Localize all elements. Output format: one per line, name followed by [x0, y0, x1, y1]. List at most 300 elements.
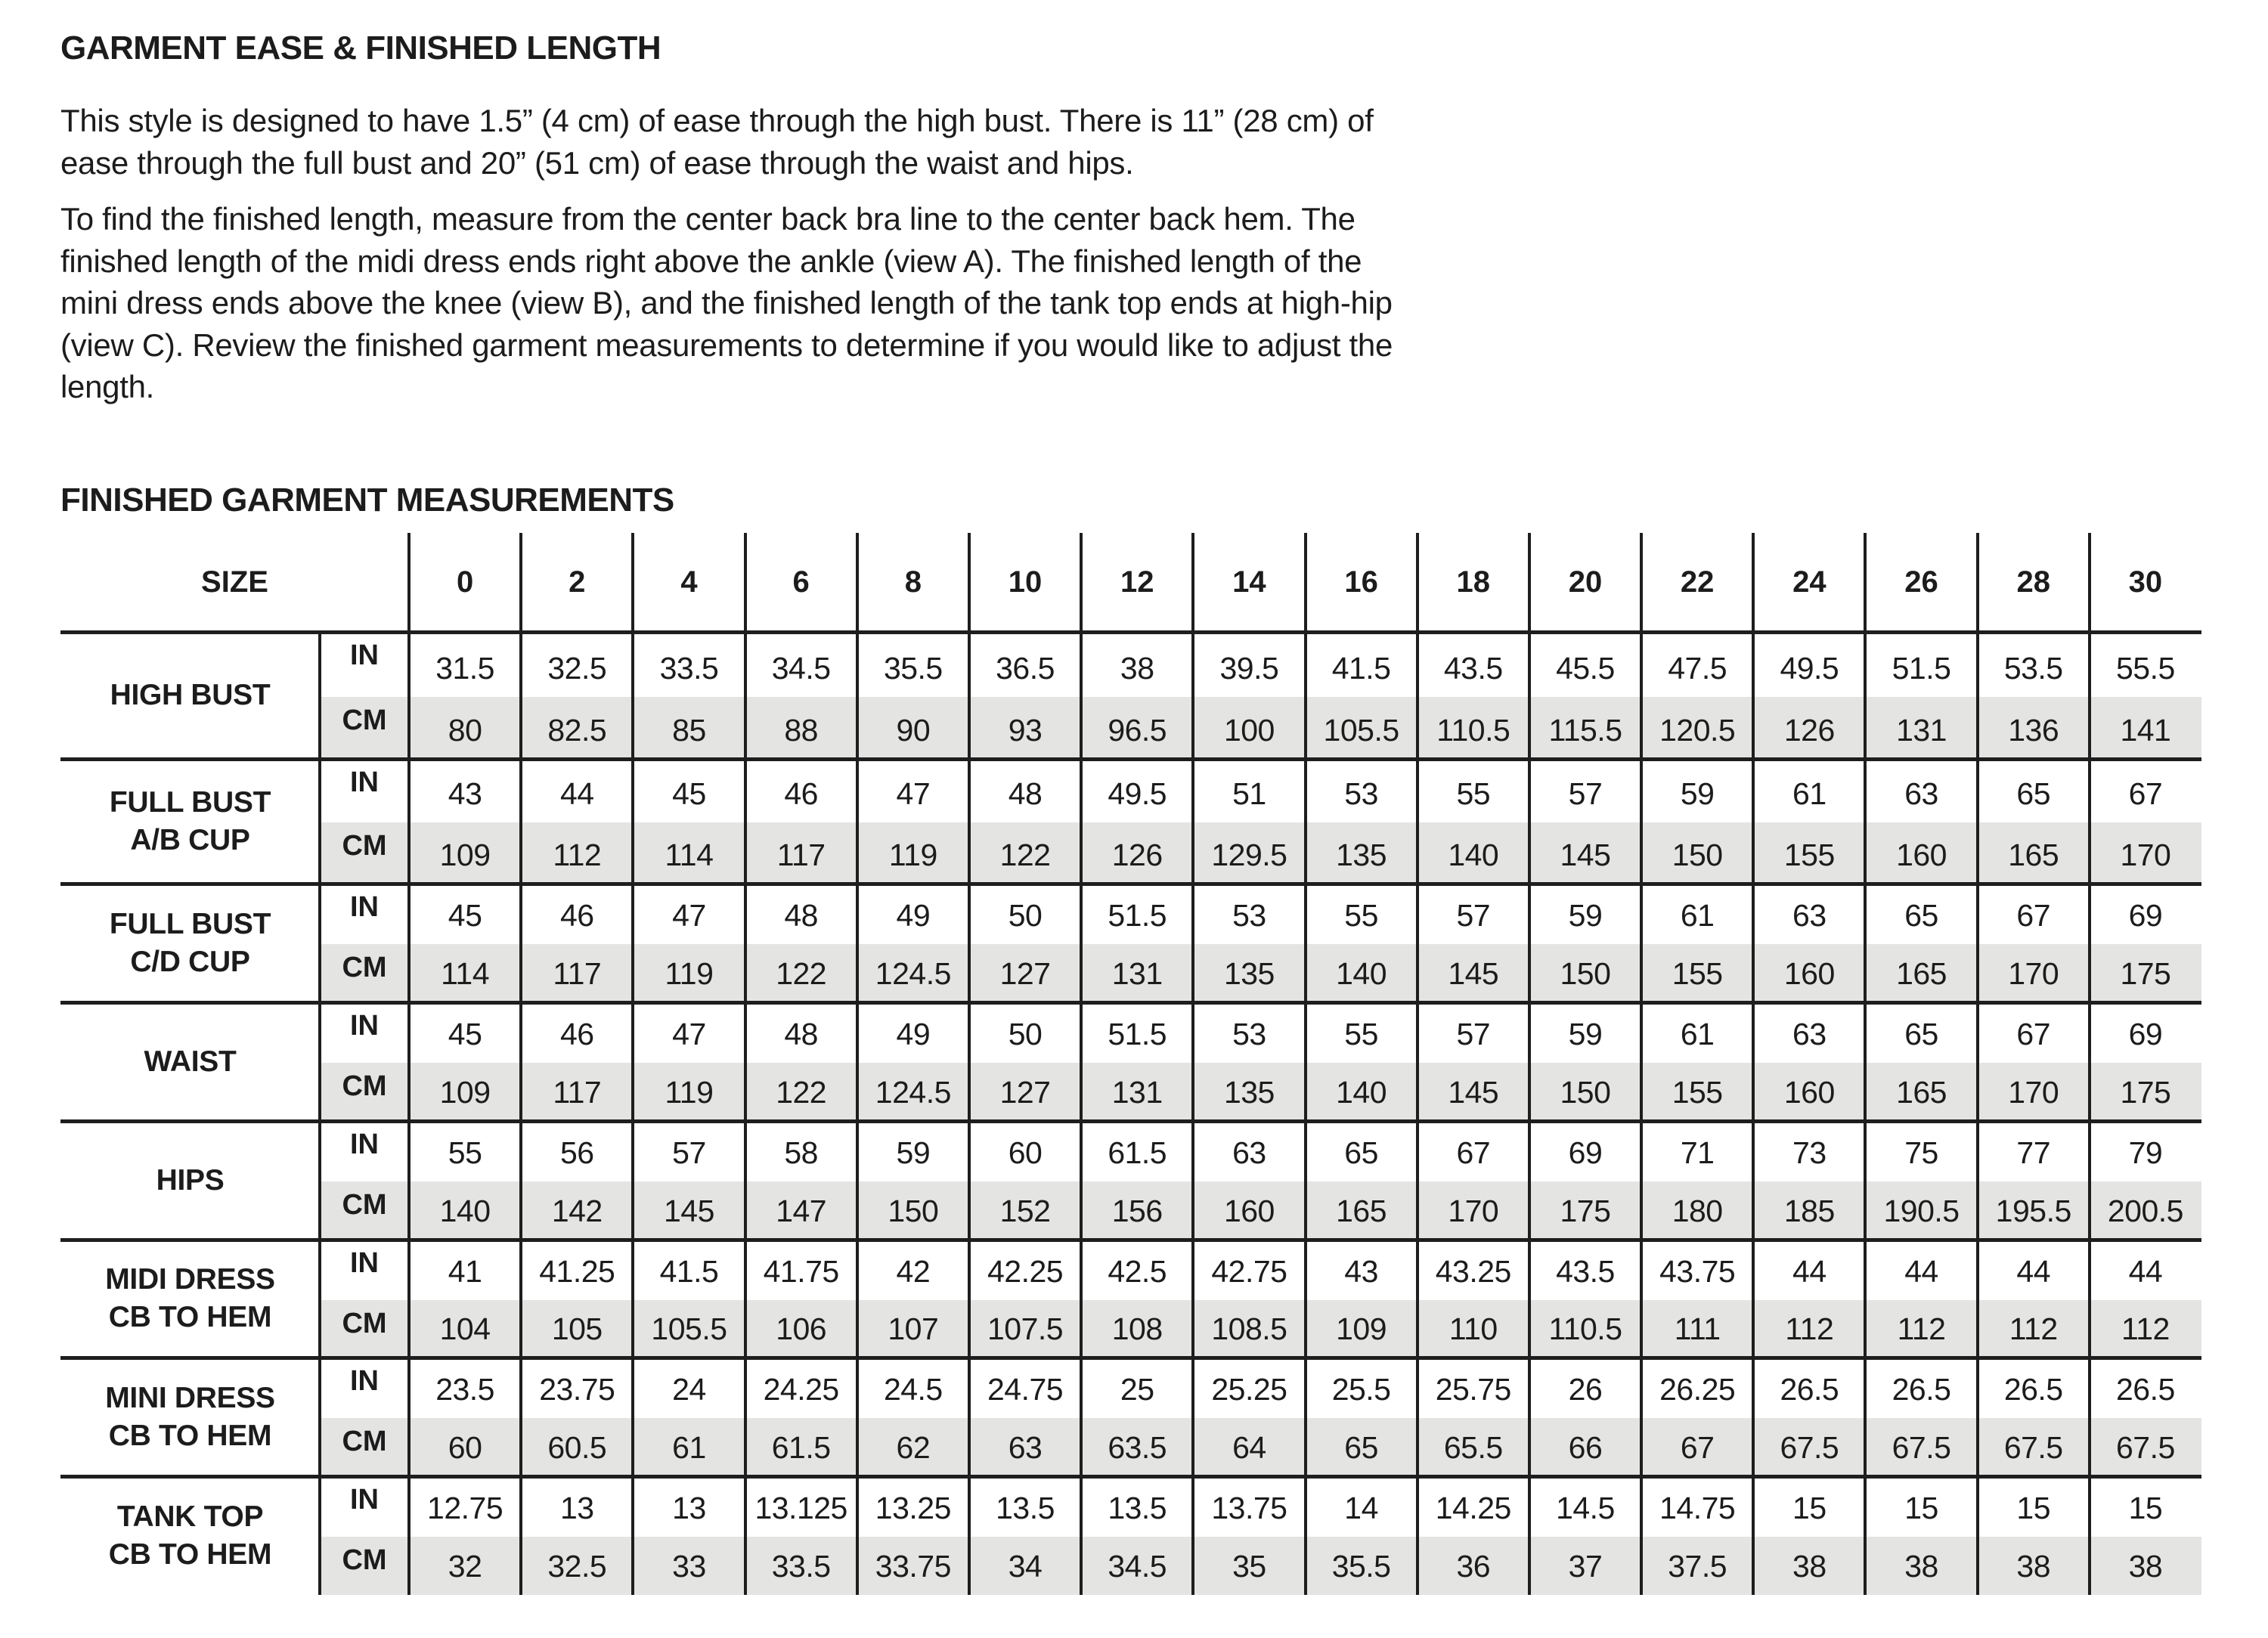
value-in: 42.5	[1108, 1254, 1167, 1289]
value-in: 63	[1232, 1135, 1266, 1170]
measurement-label-line: WAIST	[144, 1045, 237, 1078]
value-in: 55.5	[2116, 651, 2175, 686]
value-cm: 115.5	[1548, 713, 1622, 748]
value-in: 69	[1568, 1135, 1603, 1170]
size-column-header: 8	[904, 565, 922, 599]
unit-label-in: IN	[350, 1010, 379, 1042]
value-cm: 180	[1672, 1194, 1723, 1228]
value-in: 55	[448, 1135, 482, 1170]
value-cm: 114	[665, 838, 714, 872]
value-cm: 85	[672, 713, 706, 748]
value-cm: 165	[2008, 838, 2059, 872]
value-in: 41	[448, 1254, 482, 1289]
value-in: 56	[559, 1135, 594, 1170]
value-cm: 111	[1674, 1311, 1721, 1346]
value-in: 42.75	[1211, 1254, 1287, 1289]
value-cm: 131	[1896, 713, 1947, 748]
size-column-header: 2	[569, 565, 586, 599]
measurement-label	[60, 1476, 320, 1595]
ease-paragraph-line: This style is designed to have 1.5” (4 cm) of ease through the high bust. There is 11” (28 cm) of	[60, 103, 1374, 138]
value-in: 12.75	[427, 1491, 503, 1525]
value-in: 67	[1456, 1135, 1491, 1170]
unit-label-in: IN	[350, 1247, 379, 1279]
unit-label-cm: CM	[342, 1544, 387, 1576]
value-in: 57	[1568, 776, 1603, 811]
value-in: 67	[2128, 776, 2163, 811]
value-cm: 36	[1456, 1549, 1491, 1584]
column-divider	[407, 533, 411, 1595]
value-in: 25	[1120, 1372, 1154, 1407]
value-in: 38	[1120, 651, 1154, 686]
measurement-label-line: HIPS	[156, 1163, 225, 1197]
value-cm: 170	[2008, 1075, 2059, 1110]
value-cm: 155	[1672, 956, 1723, 991]
value-cm: 152	[999, 1194, 1051, 1228]
finished-length-paragraph-line: To find the finished length, measure from the center back bra line to the center back hem. The	[60, 201, 1356, 237]
size-column-header: 20	[1568, 565, 1603, 599]
value-in: 51	[1232, 776, 1266, 811]
unit-label-in: IN	[350, 1365, 379, 1397]
value-in: 53	[1232, 1017, 1266, 1051]
measurement-label	[60, 632, 320, 759]
value-cm: 145	[1560, 838, 1611, 872]
value-in: 59	[1568, 898, 1603, 933]
value-cm: 119	[665, 1075, 714, 1110]
value-in: 57	[672, 1135, 706, 1170]
value-cm: 124.5	[875, 1075, 951, 1110]
value-cm: 127	[999, 1075, 1051, 1110]
measurement-label-line: CB TO HEM	[108, 1537, 272, 1571]
value-in: 60	[1008, 1135, 1043, 1170]
value-in: 50	[1008, 898, 1043, 933]
unit-label-in: IN	[350, 1129, 379, 1160]
measurement-label	[60, 759, 320, 884]
value-in: 13.5	[1108, 1491, 1167, 1525]
value-cm: 105	[551, 1311, 603, 1346]
value-cm: 117	[553, 1075, 602, 1110]
value-cm: 100	[1223, 713, 1275, 748]
size-column-header: 22	[1680, 565, 1715, 599]
value-in: 15	[1904, 1491, 1938, 1525]
value-in: 46	[784, 776, 818, 811]
value-in: 65	[1904, 898, 1938, 933]
value-in: 53.5	[2003, 651, 2063, 686]
value-in: 43	[448, 776, 482, 811]
value-cm: 105.5	[1323, 713, 1399, 748]
value-in: 14.75	[1659, 1491, 1736, 1525]
value-cm: 65.5	[1443, 1430, 1503, 1465]
value-cm: 33.5	[771, 1549, 831, 1584]
value-cm: 165	[1336, 1194, 1387, 1228]
value-cm: 127	[999, 956, 1051, 991]
value-cm: 150	[1560, 1075, 1611, 1110]
measurement-label	[60, 884, 320, 1002]
value-cm: 147	[776, 1194, 827, 1228]
value-in: 26.25	[1659, 1372, 1736, 1407]
value-in: 15	[1792, 1491, 1826, 1525]
value-in: 55	[1344, 1017, 1378, 1051]
value-cm: 60.5	[547, 1430, 607, 1465]
value-cm: 66	[1568, 1430, 1603, 1465]
value-cm: 88	[784, 713, 818, 748]
value-in: 48	[784, 898, 818, 933]
value-cm: 129.5	[1211, 838, 1287, 872]
value-in: 79	[2128, 1135, 2163, 1170]
value-cm: 104	[439, 1311, 491, 1346]
value-cm: 112	[2121, 1311, 2170, 1346]
value-cm: 62	[896, 1430, 931, 1465]
column-divider	[318, 632, 321, 1595]
value-in: 24	[672, 1372, 706, 1407]
value-cm: 175	[2120, 956, 2171, 991]
column-divider	[856, 533, 859, 1595]
unit-label-cm: CM	[342, 1070, 387, 1102]
value-in: 43.75	[1659, 1254, 1736, 1289]
value-cm: 109	[439, 1075, 491, 1110]
value-cm: 135	[1336, 838, 1387, 872]
value-in: 43.5	[1443, 651, 1503, 686]
value-in: 15	[2016, 1491, 2051, 1525]
value-in: 43.5	[1556, 1254, 1615, 1289]
value-in: 41.5	[659, 1254, 719, 1289]
value-in: 15	[2128, 1491, 2163, 1525]
value-in: 47	[672, 1017, 706, 1051]
value-cm: 114	[441, 956, 490, 991]
finished-length-paragraph-line: length.	[60, 369, 155, 404]
measurement-label	[60, 1240, 320, 1358]
header-divider	[60, 630, 2201, 634]
value-cm: 119	[888, 838, 937, 872]
value-cm: 33.75	[875, 1549, 951, 1584]
size-header: SIZE	[201, 565, 268, 599]
value-in: 61	[1680, 898, 1715, 933]
value-in: 63	[1904, 776, 1938, 811]
value-cm: 140	[1336, 1075, 1387, 1110]
value-cm: 126	[1783, 713, 1835, 748]
column-divider	[519, 533, 522, 1595]
value-cm: 38	[2016, 1549, 2051, 1584]
value-in: 45	[448, 1017, 482, 1051]
measurement-label	[60, 1002, 320, 1121]
value-cm: 126	[1111, 838, 1163, 872]
value-cm: 108.5	[1211, 1311, 1287, 1346]
size-column-header: 0	[456, 565, 474, 599]
garment-ease-heading: GARMENT EASE & FINISHED LENGTH	[60, 29, 662, 67]
value-in: 44	[559, 776, 594, 811]
size-column-header: 30	[2128, 565, 2163, 599]
unit-label-cm: CM	[342, 1308, 387, 1339]
column-divider	[1864, 533, 1867, 1595]
value-in: 61.5	[1108, 1135, 1167, 1170]
value-cm: 170	[2120, 838, 2171, 872]
value-cm: 135	[1223, 1075, 1275, 1110]
size-column-header: 4	[680, 565, 698, 599]
value-cm: 141	[2120, 713, 2171, 748]
column-divider	[1416, 533, 1419, 1595]
value-cm: 150	[1560, 956, 1611, 991]
value-cm: 108	[1111, 1311, 1163, 1346]
value-in: 51.5	[1108, 898, 1167, 933]
value-in: 67	[2016, 898, 2051, 933]
value-cm: 140	[1336, 956, 1387, 991]
measurement-label-line: FULL BUST	[109, 785, 271, 819]
column-divider	[1304, 533, 1307, 1595]
value-cm: 63	[1008, 1430, 1043, 1465]
size-column-header: 16	[1344, 565, 1378, 599]
value-cm: 112	[1897, 1311, 1946, 1346]
value-in: 48	[1008, 776, 1043, 811]
value-in: 67	[2016, 1017, 2051, 1051]
value-in: 63	[1792, 1017, 1826, 1051]
value-in: 25.25	[1211, 1372, 1287, 1407]
value-in: 14	[1344, 1491, 1378, 1525]
value-in: 65	[1344, 1135, 1378, 1170]
value-in: 51.5	[1108, 1017, 1167, 1051]
value-in: 61	[1792, 776, 1826, 811]
value-in: 25.75	[1435, 1372, 1511, 1407]
value-cm: 107	[888, 1311, 939, 1346]
value-in: 53	[1232, 898, 1266, 933]
value-cm: 90	[896, 713, 931, 748]
value-cm: 160	[1783, 956, 1835, 991]
value-in: 65	[1904, 1017, 1938, 1051]
measurement-label-line: A/B CUP	[130, 823, 250, 856]
value-in: 59	[1568, 1017, 1603, 1051]
measurement-label-line: CB TO HEM	[108, 1419, 272, 1452]
value-in: 45	[672, 776, 706, 811]
value-in: 35.5	[883, 651, 943, 686]
value-cm: 145	[664, 1194, 714, 1228]
value-cm: 64	[1232, 1430, 1266, 1465]
value-cm: 122	[776, 1075, 827, 1110]
value-in: 44	[1792, 1254, 1826, 1289]
value-cm: 120.5	[1659, 713, 1736, 748]
value-cm: 175	[2120, 1075, 2171, 1110]
value-cm: 109	[1336, 1311, 1387, 1346]
value-in: 47.5	[1668, 651, 1727, 686]
value-in: 26.5	[2003, 1372, 2063, 1407]
unit-label-cm: CM	[342, 704, 387, 736]
finished-length-paragraph-line: mini dress ends above the knee (view B), and the finished length of the tank top ends at high-hip	[60, 285, 1393, 320]
value-cm: 165	[1896, 956, 1947, 991]
value-in: 41.25	[539, 1254, 615, 1289]
value-in: 13.25	[875, 1491, 951, 1525]
value-cm: 67	[1680, 1430, 1715, 1465]
value-in: 49.5	[1108, 776, 1167, 811]
size-column-header: 26	[1904, 565, 1938, 599]
value-in: 31.5	[435, 651, 494, 686]
value-in: 14.25	[1435, 1491, 1511, 1525]
value-in: 69	[2128, 898, 2163, 933]
value-in: 26.5	[1780, 1372, 1839, 1407]
value-in: 41.75	[763, 1254, 839, 1289]
size-column-header: 12	[1120, 565, 1154, 599]
value-in: 55	[1456, 776, 1491, 811]
unit-label-cm: CM	[342, 1426, 387, 1457]
value-in: 63	[1792, 898, 1826, 933]
column-divider	[1976, 533, 1979, 1595]
value-cm: 67.5	[1892, 1430, 1951, 1465]
size-column-header: 14	[1232, 565, 1266, 599]
value-in: 43.25	[1435, 1254, 1511, 1289]
value-cm: 119	[665, 956, 714, 991]
value-in: 48	[784, 1017, 818, 1051]
column-divider	[1528, 533, 1531, 1595]
value-cm: 145	[1448, 956, 1499, 991]
value-cm: 35	[1232, 1549, 1266, 1584]
value-in: 57	[1456, 898, 1491, 933]
value-in: 41.5	[1331, 651, 1391, 686]
value-in: 25.5	[1331, 1372, 1391, 1407]
size-column-header: 24	[1792, 565, 1826, 599]
value-cm: 82.5	[547, 713, 607, 748]
value-in: 26	[1568, 1372, 1603, 1407]
value-in: 24.25	[763, 1372, 839, 1407]
size-column-header: 10	[1008, 565, 1043, 599]
column-divider	[1080, 533, 1083, 1595]
measurement-label-line: CB TO HEM	[108, 1301, 272, 1333]
value-in: 44	[1904, 1254, 1938, 1289]
value-cm: 61.5	[771, 1430, 831, 1465]
value-cm: 190.5	[1883, 1194, 1960, 1228]
value-cm: 160	[1896, 838, 1947, 872]
value-cm: 155	[1783, 838, 1835, 872]
value-in: 45	[448, 898, 482, 933]
value-cm: 67.5	[2003, 1430, 2063, 1465]
value-in: 44	[2128, 1254, 2163, 1289]
value-cm: 65	[1344, 1430, 1378, 1465]
value-cm: 145	[1448, 1075, 1499, 1110]
value-in: 13.5	[996, 1491, 1055, 1525]
value-in: 46	[559, 1017, 594, 1051]
measurement-label-line: FULL BUST	[109, 907, 271, 940]
column-divider	[2088, 533, 2091, 1595]
measurement-label-line: HIGH BUST	[110, 679, 271, 711]
value-in: 34.5	[771, 651, 831, 686]
value-cm: 67.5	[1780, 1430, 1839, 1465]
value-in: 59	[1680, 776, 1715, 811]
value-cm: 63.5	[1108, 1430, 1167, 1465]
value-in: 77	[2016, 1135, 2051, 1170]
value-cm: 61	[672, 1430, 706, 1465]
value-cm: 165	[1896, 1075, 1947, 1110]
value-cm: 122	[999, 838, 1051, 872]
value-cm: 110	[1448, 1311, 1498, 1346]
value-cm: 105.5	[651, 1311, 727, 1346]
column-divider	[1640, 533, 1643, 1595]
value-cm: 106	[776, 1311, 827, 1346]
measurement-label-line: C/D CUP	[130, 945, 250, 978]
measurement-label-line: MINI DRESS	[105, 1381, 275, 1414]
size-column-header: 6	[792, 565, 810, 599]
value-in: 13	[672, 1491, 706, 1525]
value-cm: 150	[1672, 838, 1723, 872]
unit-label-in: IN	[350, 891, 379, 923]
value-in: 36.5	[996, 651, 1055, 686]
value-in: 53	[1344, 776, 1378, 811]
value-cm: 156	[1111, 1194, 1163, 1228]
value-in: 57	[1456, 1017, 1491, 1051]
value-cm: 195.5	[1995, 1194, 2071, 1228]
value-cm: 107.5	[987, 1311, 1064, 1346]
column-divider	[1191, 533, 1194, 1595]
value-in: 14.5	[1556, 1491, 1615, 1525]
finished-length-paragraph-line: finished length of the midi dress ends right above the ankle (view A). The finished length of the	[60, 243, 1362, 279]
value-cm: 200.5	[2107, 1194, 2183, 1228]
value-cm: 131	[1111, 1075, 1163, 1110]
ease-paragraph-line: ease through the full bust and 20” (51 cm) of ease through the waist and hips.	[60, 144, 1134, 181]
value-cm: 37.5	[1668, 1549, 1727, 1584]
value-in: 26.5	[1892, 1372, 1951, 1407]
value-cm: 33	[672, 1549, 706, 1584]
value-cm: 170	[1448, 1194, 1499, 1228]
value-in: 47	[672, 898, 706, 933]
value-cm: 131	[1111, 956, 1163, 991]
finished-measurements-heading: FINISHED GARMENT MEASUREMENTS	[60, 481, 674, 519]
value-cm: 67.5	[2116, 1430, 2175, 1465]
value-in: 51.5	[1892, 651, 1951, 686]
size-column-header: 28	[2016, 565, 2050, 599]
unit-label-cm: CM	[342, 830, 387, 862]
finished-length-paragraph-line: (view C). Review the finished garment measurements to determine if you would like to adjust the	[60, 327, 1393, 363]
value-in: 42.25	[987, 1254, 1064, 1289]
value-cm: 112	[1785, 1311, 1834, 1346]
value-in: 49	[896, 1017, 931, 1051]
value-cm: 110.5	[1436, 713, 1510, 748]
value-cm: 38	[1904, 1549, 1938, 1584]
value-in: 47	[896, 776, 931, 811]
value-cm: 140	[439, 1194, 491, 1228]
value-cm: 160	[1223, 1194, 1275, 1228]
unit-label-cm: CM	[342, 952, 387, 983]
value-in: 55	[1344, 898, 1378, 933]
value-cm: 80	[448, 713, 482, 748]
value-cm: 117	[553, 956, 602, 991]
value-cm: 155	[1672, 1075, 1723, 1110]
value-cm: 112	[2009, 1311, 2058, 1346]
value-cm: 32	[448, 1549, 482, 1584]
value-in: 24.75	[987, 1372, 1064, 1407]
value-in: 59	[896, 1135, 931, 1170]
value-in: 13.125	[754, 1491, 847, 1525]
value-cm: 150	[888, 1194, 939, 1228]
value-cm: 34.5	[1108, 1549, 1167, 1584]
column-divider	[631, 533, 634, 1595]
value-in: 58	[784, 1135, 818, 1170]
value-in: 43	[1344, 1254, 1378, 1289]
value-cm: 37	[1568, 1549, 1603, 1584]
value-in: 13.75	[1211, 1491, 1287, 1525]
unit-label-in: IN	[350, 766, 379, 798]
value-cm: 96.5	[1108, 713, 1167, 748]
unit-label-in: IN	[350, 1484, 379, 1516]
value-in: 61	[1680, 1017, 1715, 1051]
value-in: 71	[1680, 1135, 1715, 1170]
value-cm: 34	[1008, 1549, 1043, 1584]
value-in: 69	[2128, 1017, 2163, 1051]
value-in: 23.75	[539, 1372, 615, 1407]
size-column-header: 18	[1456, 565, 1491, 599]
value-in: 75	[1904, 1135, 1938, 1170]
value-cm: 112	[553, 838, 602, 872]
value-in: 44	[2016, 1254, 2051, 1289]
value-cm: 93	[1008, 713, 1043, 748]
column-divider	[968, 533, 971, 1595]
value-cm: 122	[776, 956, 827, 991]
value-in: 45.5	[1556, 651, 1615, 686]
value-cm: 109	[439, 838, 491, 872]
value-cm: 142	[551, 1194, 603, 1228]
